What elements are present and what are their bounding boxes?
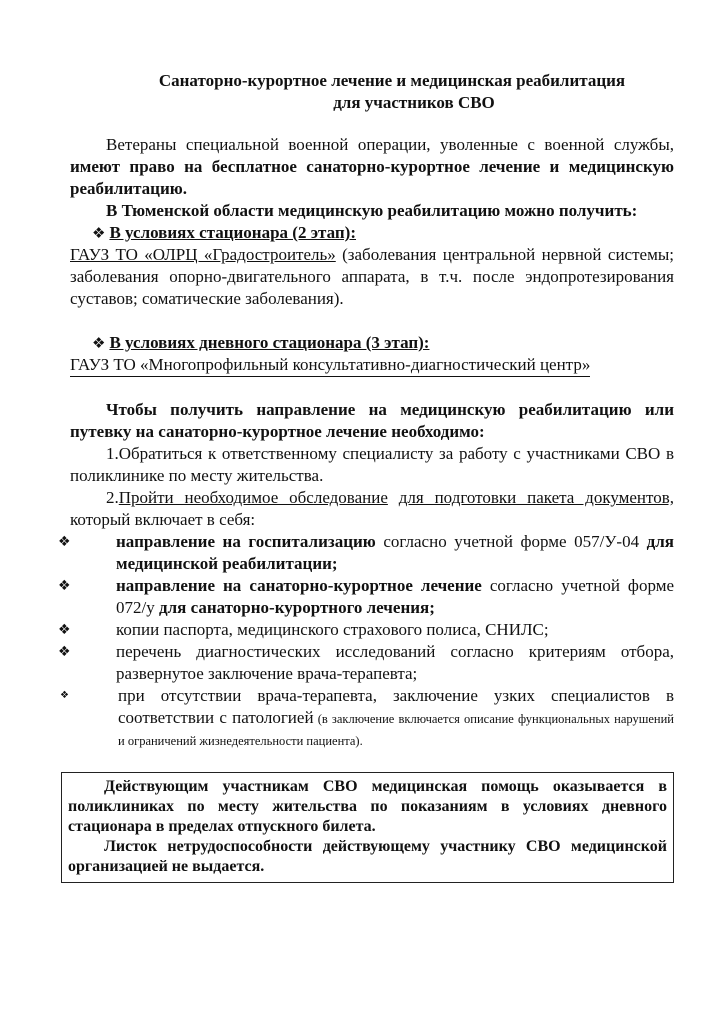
step-2-package: для подготовки пакета документов, xyxy=(398,488,675,507)
notice-paragraph-2: Листок нетрудоспособности действующему участнику СВО медицинской организацией не выдается. xyxy=(68,838,667,875)
page-title xyxy=(110,70,674,114)
doc-1-text: согласно учетной форме 057/У-04 xyxy=(375,532,647,551)
diamond-star-icon: ❖ xyxy=(60,690,69,701)
step-2-space xyxy=(388,488,399,507)
intro-paragraph xyxy=(70,134,674,200)
intro-text: Ветераны специальной военной операции, уволенные с военной службы, xyxy=(106,135,674,154)
step-1-text: Обратиться к ответственному специалисту за работу с участниками СВО в поликлинике по месту жительства. xyxy=(70,444,674,485)
doc-2-text: согласно учетной форме 072/у xyxy=(116,576,674,617)
stationary-heading xyxy=(92,222,674,244)
doc-2-purpose: для санаторно-курортного лечения; xyxy=(158,598,435,617)
stationary-paragraph xyxy=(70,244,674,310)
doc-5-note: (в заключение включается описание функциональных нарушений и ограничений жизнедеятельности пациента). xyxy=(118,712,675,748)
step-1 xyxy=(70,443,674,487)
day-stationary-heading xyxy=(92,332,674,354)
list-item xyxy=(56,641,674,685)
day-stationary-heading-text: В условиях дневного стационара (3 этап): xyxy=(109,333,430,352)
title-line-1: Санаторно-курортное лечение и медицинская реабилитация xyxy=(158,71,626,90)
intro-rights-text: имеют право на бесплатное санаторно-курортное лечение и медицинскую реабилитацию. xyxy=(70,157,674,198)
step-2-exam: Пройти необходимое обследование xyxy=(118,488,388,507)
doc-4-text: перечень диагностических исследований согласно критериям отбора, развернутое заключение врача-терапевта; xyxy=(116,642,674,683)
diamond-star-icon: ❖ xyxy=(58,534,71,550)
doc-3-text: копии паспорта, медицинского страхового полиса, СНИЛС; xyxy=(116,620,549,639)
step-2-number: 2. xyxy=(106,488,119,507)
diamond-star-icon: ❖ xyxy=(92,224,106,242)
diamond-star-icon: ❖ xyxy=(58,578,71,594)
stationary-details: (заболевания центральной нервной системы; заболевания опорно-двигательного аппарата, в т.ч. после эндопротезирования суставов; соматические заболевания). xyxy=(70,245,674,308)
doc-1-purpose: для медицинской реабилитации; xyxy=(116,532,674,573)
doc-2-bold: направление на санаторно-курортное лечение xyxy=(116,576,482,595)
list-item xyxy=(56,685,674,751)
notice-box xyxy=(61,772,674,883)
doc-1-bold: направление на госпитализацию xyxy=(116,532,376,551)
step-1-number: 1. xyxy=(106,444,119,463)
step-2-tail: который включает в себя: xyxy=(70,510,256,529)
list-item xyxy=(56,619,674,641)
diamond-star-icon: ❖ xyxy=(58,644,71,660)
list-item xyxy=(56,531,674,575)
stationary-heading-text: В условиях стационара (2 этап): xyxy=(109,223,357,242)
tyumen-heading: В Тюменской области медицинскую реабилитацию можно получить: xyxy=(106,201,638,220)
diamond-star-icon: ❖ xyxy=(58,622,71,638)
documents-list xyxy=(56,531,674,751)
document-page xyxy=(58,70,675,751)
stationary-org: ГАУЗ ТО «ОЛРЦ «Градостроитель» xyxy=(70,245,336,264)
step-2 xyxy=(70,487,674,531)
notice-paragraph-1: Действующим участникам СВО медицинская помощь оказывается в поликлиниках по месту жительства по показаниям в условиях дневного стационара в пределах отпускного билета. xyxy=(68,778,667,835)
title-line-2: для участников СВО xyxy=(333,93,495,112)
referral-heading: Чтобы получить направление на медицинскую реабилитацию или путевку на санаторно-курортное лечение необходимо: xyxy=(70,400,674,441)
day-stationary-org xyxy=(70,354,674,377)
list-item xyxy=(56,575,674,619)
diamond-star-icon: ❖ xyxy=(92,334,106,352)
doc-5-text: при отсутствии врача-терапевта, заключение узких специалистов в соответствии с патологией xyxy=(118,686,674,727)
day-stationary-org-text: ГАУЗ ТО «Многопрофильный консультативно-диагностический центр» xyxy=(70,354,590,377)
